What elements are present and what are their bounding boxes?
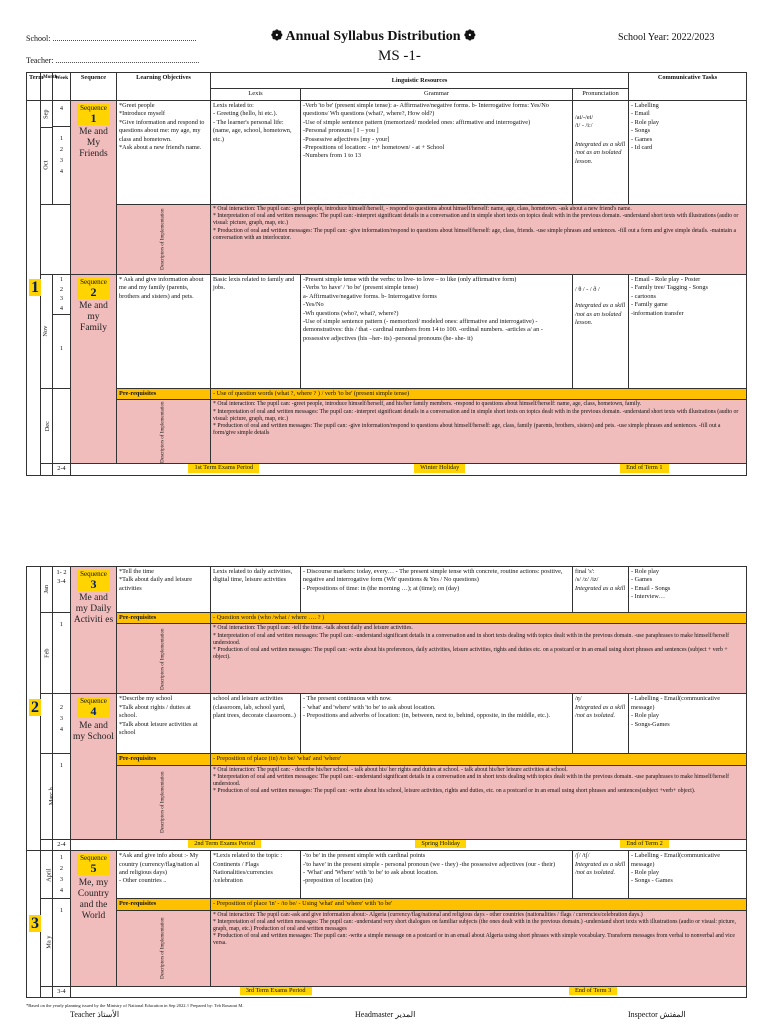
holiday: Spring Holiday	[415, 840, 466, 848]
col-linguistic	[211, 73, 629, 101]
descriptors-cell: * Oral interaction: The pupil can: - describe his/her school. - talk about his/ her rights and duties at school. - talk about his/her leisure activities at school. * Interpretation of oral and written messages: The pupil can: -understand significant details in a conversation and in short texts dealing with topics dealt with in the previous domain. -use paraphrases to make himself/herself understood. * Production of oral and written messages: The pupil can: -write about his school, leisure activities, rights and duties, etc. on a postcard or in an email using short phrases and sentences(subject +verb+ object).	[211, 765, 747, 839]
week-cell: 1	[53, 899, 71, 986]
week-cell: 2-4	[53, 464, 71, 475]
col-lexis: Lexis	[211, 89, 301, 100]
month-sep: Sep	[41, 102, 52, 128]
prereq-cell: - Use of question words (what ?, where ? ) / verb 'to be' (present simple tense)	[211, 389, 747, 400]
prereq-cell: - Preposition of place (in) /to be/ 'what' and 'where'	[211, 754, 747, 765]
exams-period: 3rd Term Exams Period	[240, 987, 312, 995]
end-of-term: End of Term 2	[620, 840, 668, 848]
tasks-cell: - Labelling - Email - Role play - Songs - Games - Id card	[629, 101, 747, 205]
week-cell: 1 2 3 4	[59, 135, 64, 175]
holiday: Winter Holiday	[414, 464, 465, 472]
week-cell: 1 2 3 4	[53, 275, 70, 315]
prereq-label: Pre-requisites	[117, 899, 211, 910]
col-sequence: Sequence	[71, 73, 117, 101]
objectives-cell: *Tell the time *Talk about daily and leisure activities	[117, 567, 211, 613]
col-grammar: Grammar	[301, 89, 573, 100]
lexis-cell: school and leisure activities (classroom, lab, school yard, plant trees, decorate classroom..)	[211, 694, 301, 754]
week-cell: 4	[53, 101, 70, 127]
linguistic-header: Linguistic Resources	[211, 73, 628, 89]
inspector-signature: Inspector المفتش	[628, 1010, 686, 1019]
term-3: 3	[27, 851, 41, 998]
pronunciation-cell: /ŋ/ Integrated as a skill /not as isolated.	[573, 694, 629, 754]
school-year: School Year: 2022/2023	[618, 32, 715, 43]
sequence-1: Sequence 1 Me and My Friends	[71, 101, 117, 275]
week-cell: 3-4	[53, 986, 71, 997]
pronunciation-cell: /ʃ/ /tʃ/ Integrated as a skill /not as isolated.	[573, 851, 629, 899]
prereq-label: Pre-requisites	[117, 389, 211, 400]
descriptor-label: Descriptors of Implementation	[117, 624, 211, 694]
term1-end-row	[71, 464, 747, 475]
col-week: Week	[53, 73, 71, 101]
term2-end-row	[71, 839, 747, 850]
month-may: Ma y	[41, 899, 53, 986]
objectives-cell: *Ask and give info about :- My country (currency/flag/nation al and religious days) - Other countries ..	[117, 851, 211, 899]
descriptor-label: Descriptors of Implementation	[117, 205, 211, 275]
grammar-cell: -Verb 'to be' (present simple tense): a- Affirmative/negative forms. b- Interrogative forms: Yes/No questions/ Wh questions (what?, where?, How old?) -Use of simple sentence pattern (memorized/ modeled ones: affirmative and interrogative) -Personal pronouns [ I – you ] -Possessive adjectives [my - your] -Prepositions of location: - in+ hometown/ - at + School -Numbers from 1 to 13	[301, 101, 573, 205]
month-nov: Nov	[42, 326, 50, 337]
teacher-label: Teacher: ........................................................................	[26, 56, 200, 65]
month-oct: Oct	[42, 160, 50, 171]
sequence-5: Sequence 5 Me, my Country and the World	[71, 851, 117, 986]
month-dec: Dec	[41, 389, 53, 464]
week-cell: 2-4	[53, 839, 71, 850]
week-cell: 1- 2 3-4	[53, 567, 71, 613]
col-term: Term	[27, 73, 41, 101]
term3-end-row	[71, 986, 747, 997]
pronunciation-cell: / θ / - / ð / Integrated as a skill /not as an isolated lesson.	[573, 275, 629, 389]
level-label: MS -1-	[378, 48, 421, 64]
objectives-cell: *Greet people *Introduce myself *Give information and respond to questions about me: my age, my class and hometown. *Ask about a new friend's name.	[117, 101, 211, 205]
headmaster-signature: Headmaster المدير	[355, 1010, 416, 1019]
month-mar: Marc h	[41, 754, 53, 839]
end-of-term: End of Term 1	[620, 464, 668, 472]
sequence-4: Sequence 4 Me and my School	[71, 694, 117, 839]
descriptors-cell: * Oral interaction: The pupil can: -greet people, introduce himself/herself, and his/her family members. -respond to questions about himself/herself: name, age, class, hometown, family. * Interpretation of oral and written messages: The pupil can: -interpret significant details in a conversation and in simple short texts on topics dealt with in the previous domain. -understand short texts with illustrations (audio or visual: picture, graph, map, etc.) * Production of oral and written messages: The pupil can: -give information/respond to questions about himself/herself: age, class, family (parents, brothers, sisters) and pets. -use simple phrases and sentences. -fill out a form/give simple details	[211, 400, 747, 464]
grammar-cell: -'to be' in the present simple with cardinal points -'to have' in the present simple - personal pronoun (we - they) -the possessive adjectives (our - their) - 'What' and 'Where' with 'to be' to ask about location. -preposition of location (in)	[301, 851, 573, 899]
lexis-cell: Lexis related to: - Greeting (hello, hi etc.). - The learner's personal life: (name, age, school, hometown, etc.)	[211, 101, 301, 205]
grammar-cell: - Discourse markers: today, every… - The present simple tense with concrete, routine actions: positive, negative and interrogative form (Wh' questions & Yes / No questions) - Prepositions of time: in (the morning …); at (time); on (day)	[301, 567, 573, 613]
lexis-cell: *Lexis related to the topic : Continents / Flags Nationalities/currencies /celebration	[211, 851, 301, 899]
teacher-signature: Teacher الأستاذ	[70, 1010, 120, 1019]
pronunciation-cell: /ai/-/ei/ /i/ - /i:/ Integrated as a skill /not as an isolated lesson.	[573, 101, 629, 205]
tasks-cell: - Labelling - Email(communicative message) - Role play - Songs - Games	[629, 851, 747, 899]
exams-period: 1st Term Exams Period	[188, 464, 259, 472]
col-pronunciation: Pronunciation	[582, 90, 619, 97]
week-cell: 1	[53, 613, 71, 694]
grammar-cell: - The present continuous with now. - 'what' and 'where' with 'to be' to ask about location. - Prepositions and adverbs of location: (in, between, next to, behind, opposite, in the middle, etc.).	[301, 694, 573, 754]
pronunciation-cell: final 's': /s/ /z/ /iz/ Integrated as a skill	[573, 567, 629, 613]
grammar-cell: -Present simple tense with the verbs: to live- to love – to like (only affirmative form) -Verbs 'to have' / 'to be' (present simple tense) a- Affirmative/negative forms. b- Interrogative forms -Yes/No -Wh questions (who?, what?, where?) -Use of simple sentence pattern (- memorized/ modeled ones: affirmative and interrogative) -demonstratives: this / that - cardinal numbers from 14 to 100. -ordinal numbers. -articles a/ an - possessive adjectives (his –her- its) -personal pronouns (he- she- it)	[301, 275, 573, 389]
lexis-cell: Lexis related to daily activities, digital time, leisure activities	[211, 567, 301, 613]
week-cell: 2 3 4	[53, 694, 71, 754]
col-objectives: Learning Objectives	[117, 73, 211, 101]
prereq-cell: - Preposition of place 'in' - /to be/ - Using 'what' and 'where' with 'to be'	[211, 899, 747, 910]
week-cell: 1	[59, 345, 64, 352]
term1-table	[26, 72, 747, 476]
week-cell: 1 2 3 4	[53, 851, 71, 899]
descriptors-cell: * Oral interaction: The pupil can: -greet people, introduce himself/herself, - respond to questions about himself/herself: name, age, class, hometown. -ask about a new friend's name. * Interpretation of oral and written messages: The pupil can: -interpret significant details in a conversation and in simple short texts on topics dealt with in the previous domain. -understand short texts with illustrations (audio or visual: picture, graph, map, etc.) * Production of oral and written messages: The pupil can: -give information/respond to questions about himself/herself: age, class, friends. -use simple phrases and sentences. -fill out a form and give simple details. -maintain a conversation with an interlocutor.	[211, 205, 747, 275]
page-title: ❁ Annual Syllabus Distribution ❁	[271, 29, 476, 44]
page-header	[26, 30, 746, 72]
month-apr: April	[41, 851, 53, 899]
lexis-cell: Basic lexis related to family and jobs.	[211, 275, 301, 389]
term-1: 1	[27, 101, 41, 476]
school-label: School: ........................................................................	[26, 34, 197, 43]
tasks-cell: - Email - Role play - Poster - Family tree/ Tagging - Songs - cartoons - Family game -information transfer	[629, 275, 747, 389]
descriptor-label: Descriptors of Implementation	[117, 765, 211, 839]
descriptor-label: Descriptors of Implementation	[117, 910, 211, 986]
tasks-cell: - Role play - Games - Email - Songs - Interview…	[629, 567, 747, 613]
descriptors-cell: * Oral interaction: The pupil can: -tell the time. -talk about daily and leisure activities. * Interpretation of oral and written messages: The pupil can: -understand significant details in a conversation and in short texts dealing with topics dealt with in the previous domain. -use paraphrases to make himself/herself understood. * Production of oral and written messages: The pupil can: -write about his preferences, daily activities, leisure activities, rights and duties etc. on a postcard or in an email using short phrases and sentences (subject + verb + object).	[211, 624, 747, 694]
prereq-label: Pre-requisites	[117, 613, 211, 624]
col-month: Month	[41, 73, 53, 101]
objectives-cell: *Describe my school *Talk about rights / duties at school. *Talk about leisure activities at school	[117, 694, 211, 754]
descriptors-cell: * Oral interaction: The pupil can:-ask and give information about:- Algeria (currency/flag/national and religious days - other countries (nationalities / flags / currencies/celebration days.) * Interpretation of oral and written messages: The pupil can: -understand very short dialogues on familiar subjects (the ones dealt with in the previous domain.) -understand short texts with illustrations (audio or visual: picture, graph, map, etc.) Production of oral and written messages * Production of oral and written messages: The pupil can: -write a simple message on a postcard or in an email about Algeria using short phrases with simple vocabulary. Transform messages from verbal to nonverbal and vice versa.	[211, 910, 747, 986]
footnote: *Based on the yearly planning issued by the Ministry of National Education in Sep 2022 // Prepared by: Teh Rouaoui M.	[26, 1003, 244, 1008]
prereq-cell: - Question words (who /what / where …. ? )	[211, 613, 747, 624]
descriptor-label: Descriptors of Implementation	[117, 400, 211, 464]
sequence-2: Sequence 2 Me and my Family	[71, 275, 117, 464]
term2-3-table	[26, 566, 747, 998]
tasks-cell: - Labelling - Email(communicative message) - Role play - Songs-Games	[629, 694, 747, 754]
objectives-cell: * Ask and give information about me and my family (parents, brothers and sisters) and pets.	[117, 275, 211, 389]
week-cell: 1	[53, 754, 71, 839]
end-of-term: End of Term 3	[569, 987, 617, 995]
month-jan: Jan	[41, 567, 53, 613]
col-tasks: Communicative Tasks	[629, 73, 747, 101]
exams-period: 2nd Term Exams Period	[188, 840, 261, 848]
month-feb: Feb	[41, 613, 53, 694]
term-2: 2	[27, 567, 41, 851]
sequence-3: Sequence 3 Me and my Daily Activiti es	[71, 567, 117, 694]
prereq-label: Pre-requisites	[117, 754, 211, 765]
